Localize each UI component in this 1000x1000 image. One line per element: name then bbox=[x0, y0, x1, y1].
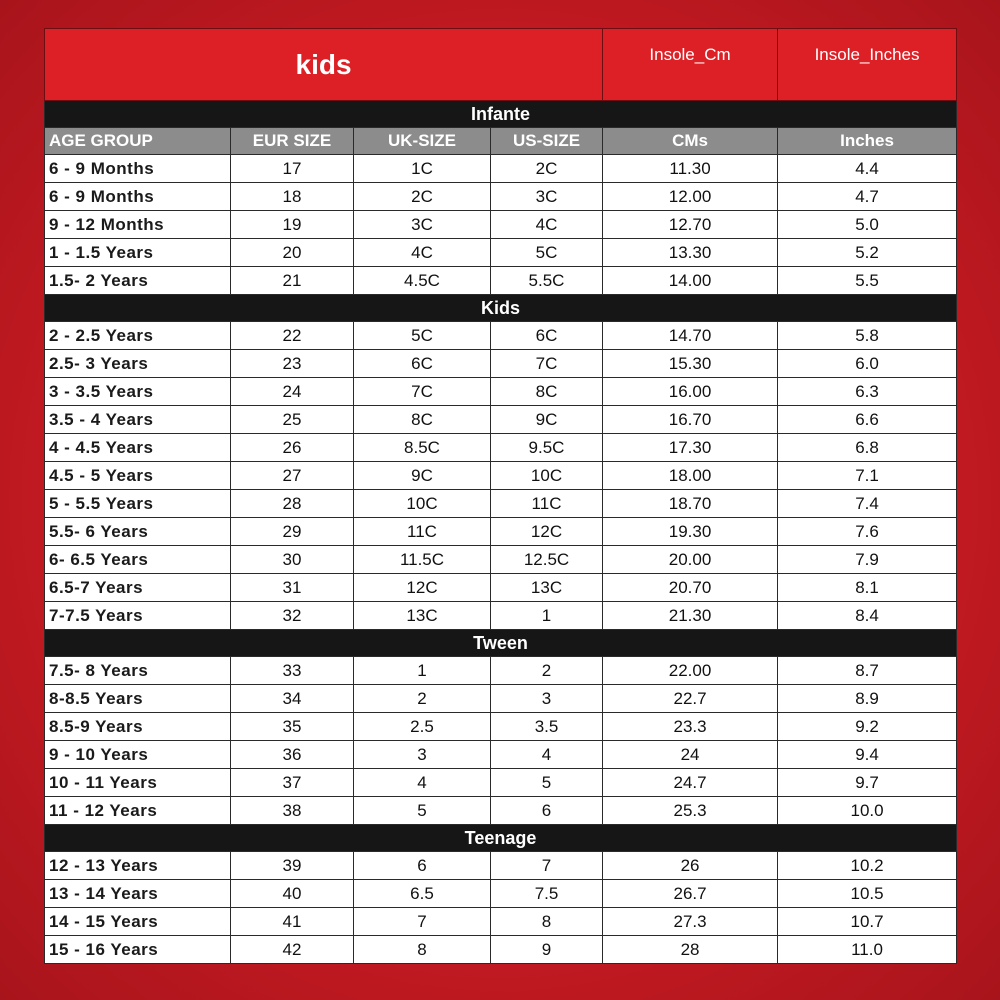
cell-eur-size: 34 bbox=[231, 685, 354, 713]
cell-us-size: 6C bbox=[491, 322, 603, 350]
cell-eur-size: 26 bbox=[231, 434, 354, 462]
cell-uk-size: 8 bbox=[354, 936, 491, 964]
table-row bbox=[45, 462, 957, 490]
section-header-row bbox=[45, 101, 957, 128]
cell-uk-size: 9C bbox=[354, 462, 491, 490]
cell-uk-size: 8C bbox=[354, 406, 491, 434]
size-chart-table bbox=[44, 28, 957, 964]
cell-age-group: 9 - 10 Years bbox=[45, 741, 231, 769]
cell-inches: 9.2 bbox=[778, 713, 957, 741]
cell-age-group: 10 - 11 Years bbox=[45, 769, 231, 797]
cell-cms: 20.70 bbox=[603, 574, 778, 602]
cell-eur-size: 19 bbox=[231, 211, 354, 239]
insole-cm-header: Insole_Cm bbox=[603, 29, 778, 101]
cell-uk-size: 11.5C bbox=[354, 546, 491, 574]
table-row bbox=[45, 908, 957, 936]
cell-eur-size: 29 bbox=[231, 518, 354, 546]
cell-cms: 20.00 bbox=[603, 546, 778, 574]
section-title: Tween bbox=[45, 630, 957, 657]
cell-inches: 7.1 bbox=[778, 462, 957, 490]
cell-us-size: 2C bbox=[491, 155, 603, 183]
cell-cms: 24.7 bbox=[603, 769, 778, 797]
cell-age-group: 6 - 9 Months bbox=[45, 183, 231, 211]
cell-uk-size: 1 bbox=[354, 657, 491, 685]
cell-uk-size: 4 bbox=[354, 769, 491, 797]
table-row bbox=[45, 267, 957, 295]
cell-age-group: 8-8.5 Years bbox=[45, 685, 231, 713]
cell-inches: 8.9 bbox=[778, 685, 957, 713]
cell-uk-size: 8.5C bbox=[354, 434, 491, 462]
table-row bbox=[45, 406, 957, 434]
cell-age-group: 12 - 13 Years bbox=[45, 852, 231, 880]
cell-age-group: 1 - 1.5 Years bbox=[45, 239, 231, 267]
cell-uk-size: 6 bbox=[354, 852, 491, 880]
cell-us-size: 3 bbox=[491, 685, 603, 713]
cell-us-size: 5 bbox=[491, 769, 603, 797]
cell-cms: 19.30 bbox=[603, 518, 778, 546]
cell-inches: 5.8 bbox=[778, 322, 957, 350]
cell-age-group: 2.5- 3 Years bbox=[45, 350, 231, 378]
cell-uk-size: 2C bbox=[354, 183, 491, 211]
cell-eur-size: 40 bbox=[231, 880, 354, 908]
cell-inches: 8.1 bbox=[778, 574, 957, 602]
cell-uk-size: 11C bbox=[354, 518, 491, 546]
cell-age-group: 14 - 15 Years bbox=[45, 908, 231, 936]
cell-age-group: 1.5- 2 Years bbox=[45, 267, 231, 295]
cell-us-size: 8C bbox=[491, 378, 603, 406]
cell-us-size: 6 bbox=[491, 797, 603, 825]
cell-us-size: 5C bbox=[491, 239, 603, 267]
cell-eur-size: 39 bbox=[231, 852, 354, 880]
cell-eur-size: 20 bbox=[231, 239, 354, 267]
cell-eur-size: 31 bbox=[231, 574, 354, 602]
cell-inches: 6.8 bbox=[778, 434, 957, 462]
table-row bbox=[45, 434, 957, 462]
cell-us-size: 7C bbox=[491, 350, 603, 378]
table-row bbox=[45, 574, 957, 602]
cell-cms: 12.00 bbox=[603, 183, 778, 211]
table-row bbox=[45, 183, 957, 211]
chart-title: kids bbox=[45, 29, 603, 101]
section-header-row bbox=[45, 295, 957, 322]
cell-uk-size: 7C bbox=[354, 378, 491, 406]
cell-inches: 11.0 bbox=[778, 936, 957, 964]
cell-us-size: 7 bbox=[491, 852, 603, 880]
cell-uk-size: 2 bbox=[354, 685, 491, 713]
cell-uk-size: 7 bbox=[354, 908, 491, 936]
cell-us-size: 3C bbox=[491, 183, 603, 211]
cell-cms: 17.30 bbox=[603, 434, 778, 462]
cell-age-group: 7-7.5 Years bbox=[45, 602, 231, 630]
cell-uk-size: 1C bbox=[354, 155, 491, 183]
table-row bbox=[45, 322, 957, 350]
cell-eur-size: 30 bbox=[231, 546, 354, 574]
column-header-age-group: AGE GROUP bbox=[45, 128, 231, 155]
cell-us-size: 10C bbox=[491, 462, 603, 490]
cell-cms: 21.30 bbox=[603, 602, 778, 630]
section-title: Infante bbox=[45, 101, 957, 128]
cell-us-size: 7.5 bbox=[491, 880, 603, 908]
cell-cms: 24 bbox=[603, 741, 778, 769]
cell-cms: 22.7 bbox=[603, 685, 778, 713]
table-row bbox=[45, 657, 957, 685]
table-row bbox=[45, 797, 957, 825]
cell-eur-size: 27 bbox=[231, 462, 354, 490]
cell-eur-size: 28 bbox=[231, 490, 354, 518]
table-row bbox=[45, 518, 957, 546]
section-header-row bbox=[45, 825, 957, 852]
section-title: Kids bbox=[45, 295, 957, 322]
cell-cms: 15.30 bbox=[603, 350, 778, 378]
cell-uk-size: 5 bbox=[354, 797, 491, 825]
cell-age-group: 5.5- 6 Years bbox=[45, 518, 231, 546]
cell-age-group: 3 - 3.5 Years bbox=[45, 378, 231, 406]
cell-eur-size: 23 bbox=[231, 350, 354, 378]
cell-us-size: 4 bbox=[491, 741, 603, 769]
cell-age-group: 6.5-7 Years bbox=[45, 574, 231, 602]
table-row bbox=[45, 602, 957, 630]
cell-eur-size: 32 bbox=[231, 602, 354, 630]
table-row bbox=[45, 936, 957, 964]
cell-inches: 4.4 bbox=[778, 155, 957, 183]
cell-cms: 16.00 bbox=[603, 378, 778, 406]
cell-inches: 6.3 bbox=[778, 378, 957, 406]
cell-cms: 14.70 bbox=[603, 322, 778, 350]
insole-inches-header: Insole_Inches bbox=[778, 29, 957, 101]
cell-eur-size: 25 bbox=[231, 406, 354, 434]
cell-cms: 26.7 bbox=[603, 880, 778, 908]
cell-us-size: 9 bbox=[491, 936, 603, 964]
cell-uk-size: 6.5 bbox=[354, 880, 491, 908]
cell-inches: 6.6 bbox=[778, 406, 957, 434]
cell-inches: 5.5 bbox=[778, 267, 957, 295]
cell-age-group: 2 - 2.5 Years bbox=[45, 322, 231, 350]
cell-inches: 10.0 bbox=[778, 797, 957, 825]
size-chart bbox=[44, 28, 956, 964]
cell-age-group: 7.5- 8 Years bbox=[45, 657, 231, 685]
cell-inches: 10.2 bbox=[778, 852, 957, 880]
cell-us-size: 8 bbox=[491, 908, 603, 936]
column-header-uk-size: UK-SIZE bbox=[354, 128, 491, 155]
cell-us-size: 9C bbox=[491, 406, 603, 434]
table-row bbox=[45, 155, 957, 183]
cell-cms: 25.3 bbox=[603, 797, 778, 825]
cell-inches: 9.7 bbox=[778, 769, 957, 797]
column-header-row bbox=[45, 128, 957, 155]
cell-us-size: 5.5C bbox=[491, 267, 603, 295]
cell-age-group: 6- 6.5 Years bbox=[45, 546, 231, 574]
cell-inches: 6.0 bbox=[778, 350, 957, 378]
table-row bbox=[45, 378, 957, 406]
cell-inches: 10.7 bbox=[778, 908, 957, 936]
cell-us-size: 13C bbox=[491, 574, 603, 602]
cell-eur-size: 37 bbox=[231, 769, 354, 797]
cell-inches: 8.4 bbox=[778, 602, 957, 630]
cell-uk-size: 4C bbox=[354, 239, 491, 267]
cell-age-group: 11 - 12 Years bbox=[45, 797, 231, 825]
cell-eur-size: 22 bbox=[231, 322, 354, 350]
column-header-eur-size: EUR SIZE bbox=[231, 128, 354, 155]
cell-age-group: 9 - 12 Months bbox=[45, 211, 231, 239]
cell-inches: 7.4 bbox=[778, 490, 957, 518]
cell-us-size: 4C bbox=[491, 211, 603, 239]
cell-us-size: 11C bbox=[491, 490, 603, 518]
cell-cms: 13.30 bbox=[603, 239, 778, 267]
table-row bbox=[45, 852, 957, 880]
table-row bbox=[45, 685, 957, 713]
cell-us-size: 12.5C bbox=[491, 546, 603, 574]
column-header-cms: CMs bbox=[603, 128, 778, 155]
cell-uk-size: 4.5C bbox=[354, 267, 491, 295]
cell-uk-size: 13C bbox=[354, 602, 491, 630]
table-row bbox=[45, 546, 957, 574]
column-header-inches: Inches bbox=[778, 128, 957, 155]
cell-eur-size: 35 bbox=[231, 713, 354, 741]
table-row bbox=[45, 490, 957, 518]
table-row bbox=[45, 741, 957, 769]
cell-age-group: 15 - 16 Years bbox=[45, 936, 231, 964]
cell-cms: 23.3 bbox=[603, 713, 778, 741]
cell-eur-size: 38 bbox=[231, 797, 354, 825]
cell-inches: 7.9 bbox=[778, 546, 957, 574]
cell-age-group: 8.5-9 Years bbox=[45, 713, 231, 741]
cell-age-group: 4.5 - 5 Years bbox=[45, 462, 231, 490]
cell-uk-size: 10C bbox=[354, 490, 491, 518]
section-title: Teenage bbox=[45, 825, 957, 852]
cell-eur-size: 18 bbox=[231, 183, 354, 211]
cell-eur-size: 24 bbox=[231, 378, 354, 406]
cell-eur-size: 17 bbox=[231, 155, 354, 183]
cell-uk-size: 12C bbox=[354, 574, 491, 602]
cell-cms: 16.70 bbox=[603, 406, 778, 434]
cell-inches: 5.0 bbox=[778, 211, 957, 239]
cell-uk-size: 3 bbox=[354, 741, 491, 769]
cell-eur-size: 21 bbox=[231, 267, 354, 295]
cell-cms: 12.70 bbox=[603, 211, 778, 239]
cell-age-group: 13 - 14 Years bbox=[45, 880, 231, 908]
cell-uk-size: 3C bbox=[354, 211, 491, 239]
cell-cms: 22.00 bbox=[603, 657, 778, 685]
cell-age-group: 3.5 - 4 Years bbox=[45, 406, 231, 434]
cell-age-group: 5 - 5.5 Years bbox=[45, 490, 231, 518]
cell-eur-size: 42 bbox=[231, 936, 354, 964]
cell-uk-size: 5C bbox=[354, 322, 491, 350]
section-header-row bbox=[45, 630, 957, 657]
column-header-us-size: US-SIZE bbox=[491, 128, 603, 155]
cell-cms: 18.00 bbox=[603, 462, 778, 490]
cell-inches: 7.6 bbox=[778, 518, 957, 546]
table-row bbox=[45, 880, 957, 908]
cell-age-group: 4 - 4.5 Years bbox=[45, 434, 231, 462]
cell-us-size: 2 bbox=[491, 657, 603, 685]
table-row bbox=[45, 769, 957, 797]
cell-inches: 8.7 bbox=[778, 657, 957, 685]
cell-cms: 18.70 bbox=[603, 490, 778, 518]
cell-inches: 4.7 bbox=[778, 183, 957, 211]
cell-us-size: 1 bbox=[491, 602, 603, 630]
cell-us-size: 3.5 bbox=[491, 713, 603, 741]
cell-age-group: 6 - 9 Months bbox=[45, 155, 231, 183]
cell-us-size: 12C bbox=[491, 518, 603, 546]
cell-eur-size: 41 bbox=[231, 908, 354, 936]
chart-header-row bbox=[45, 29, 957, 101]
cell-cms: 26 bbox=[603, 852, 778, 880]
cell-eur-size: 36 bbox=[231, 741, 354, 769]
table-row bbox=[45, 239, 957, 267]
cell-cms: 27.3 bbox=[603, 908, 778, 936]
cell-cms: 28 bbox=[603, 936, 778, 964]
cell-inches: 5.2 bbox=[778, 239, 957, 267]
cell-cms: 14.00 bbox=[603, 267, 778, 295]
cell-eur-size: 33 bbox=[231, 657, 354, 685]
cell-inches: 9.4 bbox=[778, 741, 957, 769]
table-row bbox=[45, 713, 957, 741]
table-row bbox=[45, 350, 957, 378]
cell-uk-size: 2.5 bbox=[354, 713, 491, 741]
cell-cms: 11.30 bbox=[603, 155, 778, 183]
cell-inches: 10.5 bbox=[778, 880, 957, 908]
cell-us-size: 9.5C bbox=[491, 434, 603, 462]
table-row bbox=[45, 211, 957, 239]
cell-uk-size: 6C bbox=[354, 350, 491, 378]
